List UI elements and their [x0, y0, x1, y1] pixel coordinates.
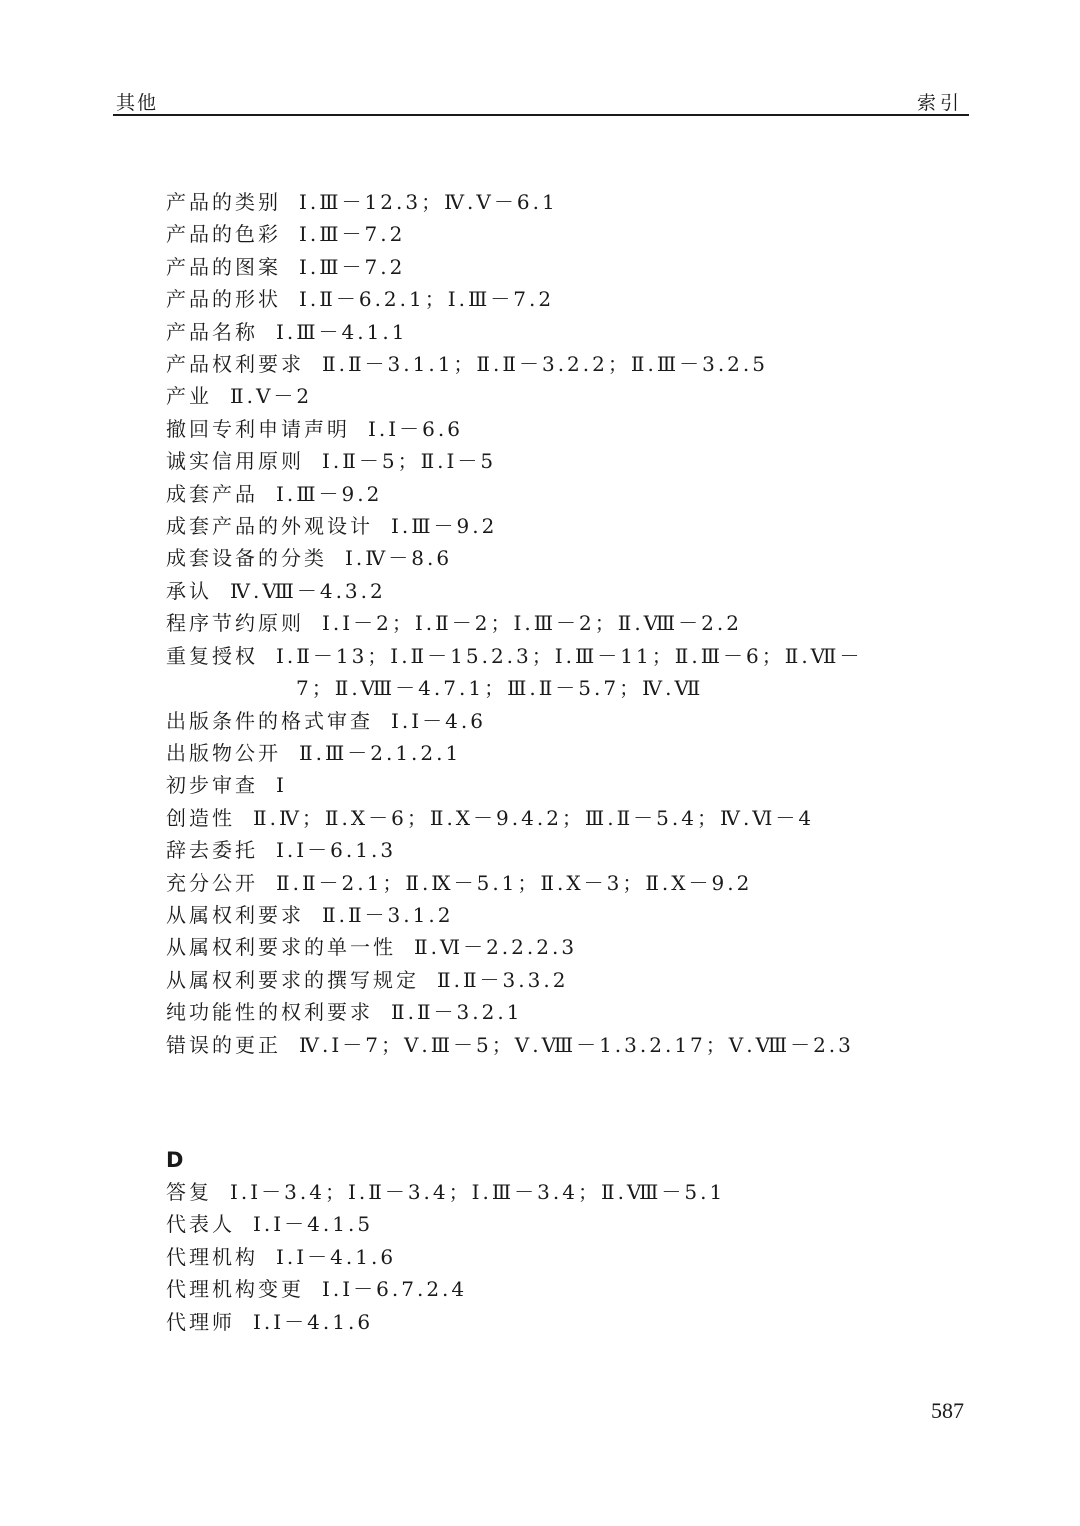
index-entry — [166, 834, 966, 866]
entry-refs: Ⅰ.Ⅱ－5；Ⅱ.Ⅰ－5 — [322, 449, 497, 474]
entry-refs: Ⅱ.Ⅵ－2.2.2.3 — [414, 935, 578, 960]
entry-term: 创造性 — [166, 805, 235, 830]
entry-term: 代理师 — [166, 1309, 235, 1334]
entry-refs: Ⅰ.Ⅲ－12.3；Ⅳ.Ⅴ－6.1 — [299, 190, 558, 214]
entry-refs: Ⅱ.Ⅳ；Ⅱ.Ⅹ－6；Ⅱ.Ⅹ－9.4.2；Ⅲ.Ⅱ－5.4；Ⅳ.Ⅵ－4 — [253, 805, 815, 830]
entry-term: 成套设备的分类 — [166, 546, 327, 571]
header-chapter-title: 索引 — [916, 92, 963, 114]
index-entries-d — [166, 1176, 966, 1338]
index-entry — [166, 251, 966, 283]
index-entry — [166, 510, 966, 542]
index-entry — [166, 218, 966, 250]
entry-term: 纯功能性的权利要求 — [166, 1000, 373, 1025]
entry-refs: Ⅰ.Ⅰ－6.1.3 — [276, 838, 397, 863]
index-entry — [166, 445, 966, 477]
entry-term: 从属权利要求的撰写规定 — [166, 967, 419, 992]
entry-term: 答复 — [166, 1180, 212, 1204]
index-entry — [166, 1176, 966, 1208]
index-entry — [166, 316, 966, 348]
entry-refs: Ⅰ.Ⅲ－9.2 — [276, 481, 383, 506]
entry-term: 从属权利要求的单一性 — [166, 935, 396, 960]
entry-term: 产品权利要求 — [166, 352, 304, 377]
entry-term: 代理机构 — [166, 1244, 258, 1269]
entry-term: 出版物公开 — [166, 740, 281, 765]
entry-term: 代理机构变更 — [166, 1277, 304, 1302]
entry-refs: Ⅱ.Ⅱ－3.3.2 — [437, 967, 569, 992]
section-letter-heading: D — [166, 1148, 184, 1172]
index-entry — [166, 607, 966, 639]
index-entry — [166, 380, 966, 412]
index-entry — [166, 575, 966, 607]
entry-term: 初步审查 — [166, 773, 258, 798]
entry-refs: Ⅰ.Ⅲ－7.2 — [299, 222, 406, 247]
entry-refs: Ⅱ.Ⅱ－3.1.2 — [322, 902, 454, 927]
index-entry — [166, 1306, 966, 1338]
index-entry — [166, 283, 966, 315]
index-entry — [166, 186, 966, 218]
index-entry — [166, 640, 966, 672]
entry-term: 产品的形状 — [166, 287, 281, 312]
index-entry — [166, 542, 966, 574]
entry-refs: Ⅱ.Ⅱ－3.1.1；Ⅱ.Ⅱ－3.2.2；Ⅱ.Ⅲ－3.2.5 — [322, 352, 768, 377]
entry-refs: Ⅳ.Ⅷ－4.3.2 — [230, 578, 386, 603]
entry-term: 代表人 — [166, 1212, 235, 1237]
entry-term: 成套产品 — [166, 481, 258, 506]
entry-refs: Ⅳ.Ⅰ－7；Ⅴ.Ⅲ－5；Ⅴ.Ⅷ－1.3.2.17；Ⅴ.Ⅷ－2.3 — [299, 1032, 854, 1057]
entry-refs: Ⅰ.Ⅳ－8.6 — [345, 546, 453, 571]
entry-refs: Ⅱ.Ⅱ－3.2.1 — [391, 1000, 523, 1025]
entry-term: 从属权利要求 — [166, 902, 304, 927]
entry-term: 错误的更正 — [166, 1032, 281, 1057]
index-entry — [166, 737, 966, 769]
index-entry — [166, 1208, 966, 1240]
index-entry — [166, 931, 966, 963]
running-header — [113, 86, 969, 116]
entry-term: 程序节约原则 — [166, 611, 304, 636]
entry-refs: Ⅰ.Ⅰ－6.6 — [368, 416, 463, 441]
index-entries-c — [166, 186, 966, 1061]
entry-term: 撤回专利申请声明 — [166, 416, 350, 441]
entry-term: 充分公开 — [166, 870, 258, 895]
index-entry — [166, 769, 966, 801]
entry-refs: Ⅰ.Ⅰ－4.1.6 — [253, 1309, 374, 1334]
index-entry — [166, 802, 966, 834]
index-entry — [166, 996, 966, 1028]
entry-term: 诚实信用原则 — [166, 449, 304, 474]
index-entry — [166, 964, 966, 996]
entry-refs: Ⅰ.Ⅰ－6.7.2.4 — [322, 1277, 468, 1302]
entry-refs: Ⅰ.Ⅲ－9.2 — [391, 514, 498, 539]
entry-refs: Ⅱ.Ⅱ－2.1；Ⅱ.Ⅸ－5.1；Ⅱ.Ⅹ－3；Ⅱ.Ⅹ－9.2 — [276, 870, 753, 895]
index-entry — [166, 867, 966, 899]
entry-term: 重复授权 — [166, 643, 258, 668]
index-entry — [166, 478, 966, 510]
entry-term: 产品的类别 — [166, 190, 281, 214]
entry-refs: Ⅰ.Ⅱ－6.2.1；Ⅰ.Ⅲ－7.2 — [299, 287, 555, 312]
entry-refs: Ⅰ.Ⅰ－3.4；Ⅰ.Ⅱ－3.4；Ⅰ.Ⅲ－3.4；Ⅱ.Ⅷ－5.1 — [230, 1180, 726, 1204]
entry-refs: Ⅰ.Ⅱ－13；Ⅰ.Ⅱ－15.2.3；Ⅰ.Ⅲ－11；Ⅱ.Ⅲ－6；Ⅱ.Ⅶ－ — [276, 643, 863, 668]
index-entry — [166, 1273, 966, 1305]
entry-term: 产品的色彩 — [166, 222, 281, 247]
entry-term: 产品的图案 — [166, 254, 281, 279]
index-entry — [166, 413, 966, 445]
index-entry — [166, 348, 966, 380]
header-section-title: 其他 — [116, 92, 159, 114]
entry-term: 产业 — [166, 384, 212, 409]
entry-refs: Ⅰ.Ⅰ－4.1.5 — [253, 1212, 374, 1237]
entry-term: 出版条件的格式审查 — [166, 708, 373, 733]
index-entry — [166, 1029, 966, 1061]
entry-term: 承认 — [166, 578, 212, 603]
entry-term: 成套产品的外观设计 — [166, 514, 373, 539]
page-number: 587 — [931, 1398, 964, 1423]
entry-refs: Ⅰ.Ⅲ－7.2 — [299, 254, 406, 279]
entry-term: 产品名称 — [166, 319, 258, 344]
entry-refs: Ⅰ.Ⅰ－4.6 — [391, 708, 486, 733]
entry-refs: Ⅱ.Ⅲ－2.1.2.1 — [299, 740, 462, 765]
entry-refs: Ⅰ.Ⅰ－4.1.6 — [276, 1244, 397, 1269]
index-entry — [166, 1241, 966, 1273]
entry-refs-continuation: 7；Ⅱ.Ⅷ－4.7.1；Ⅲ.Ⅱ－5.7；Ⅳ.Ⅶ — [296, 676, 704, 701]
entry-refs: Ⅰ — [276, 773, 287, 798]
index-entry — [166, 705, 966, 737]
entry-refs: Ⅰ.Ⅰ－2；Ⅰ.Ⅱ－2；Ⅰ.Ⅲ－2；Ⅱ.Ⅷ－2.2 — [322, 611, 742, 636]
entry-refs: Ⅱ.Ⅴ－2 — [230, 384, 313, 409]
index-entry — [166, 899, 966, 931]
entry-term: 辞去委托 — [166, 838, 258, 863]
entry-refs: Ⅰ.Ⅲ－4.1.1 — [276, 319, 408, 344]
